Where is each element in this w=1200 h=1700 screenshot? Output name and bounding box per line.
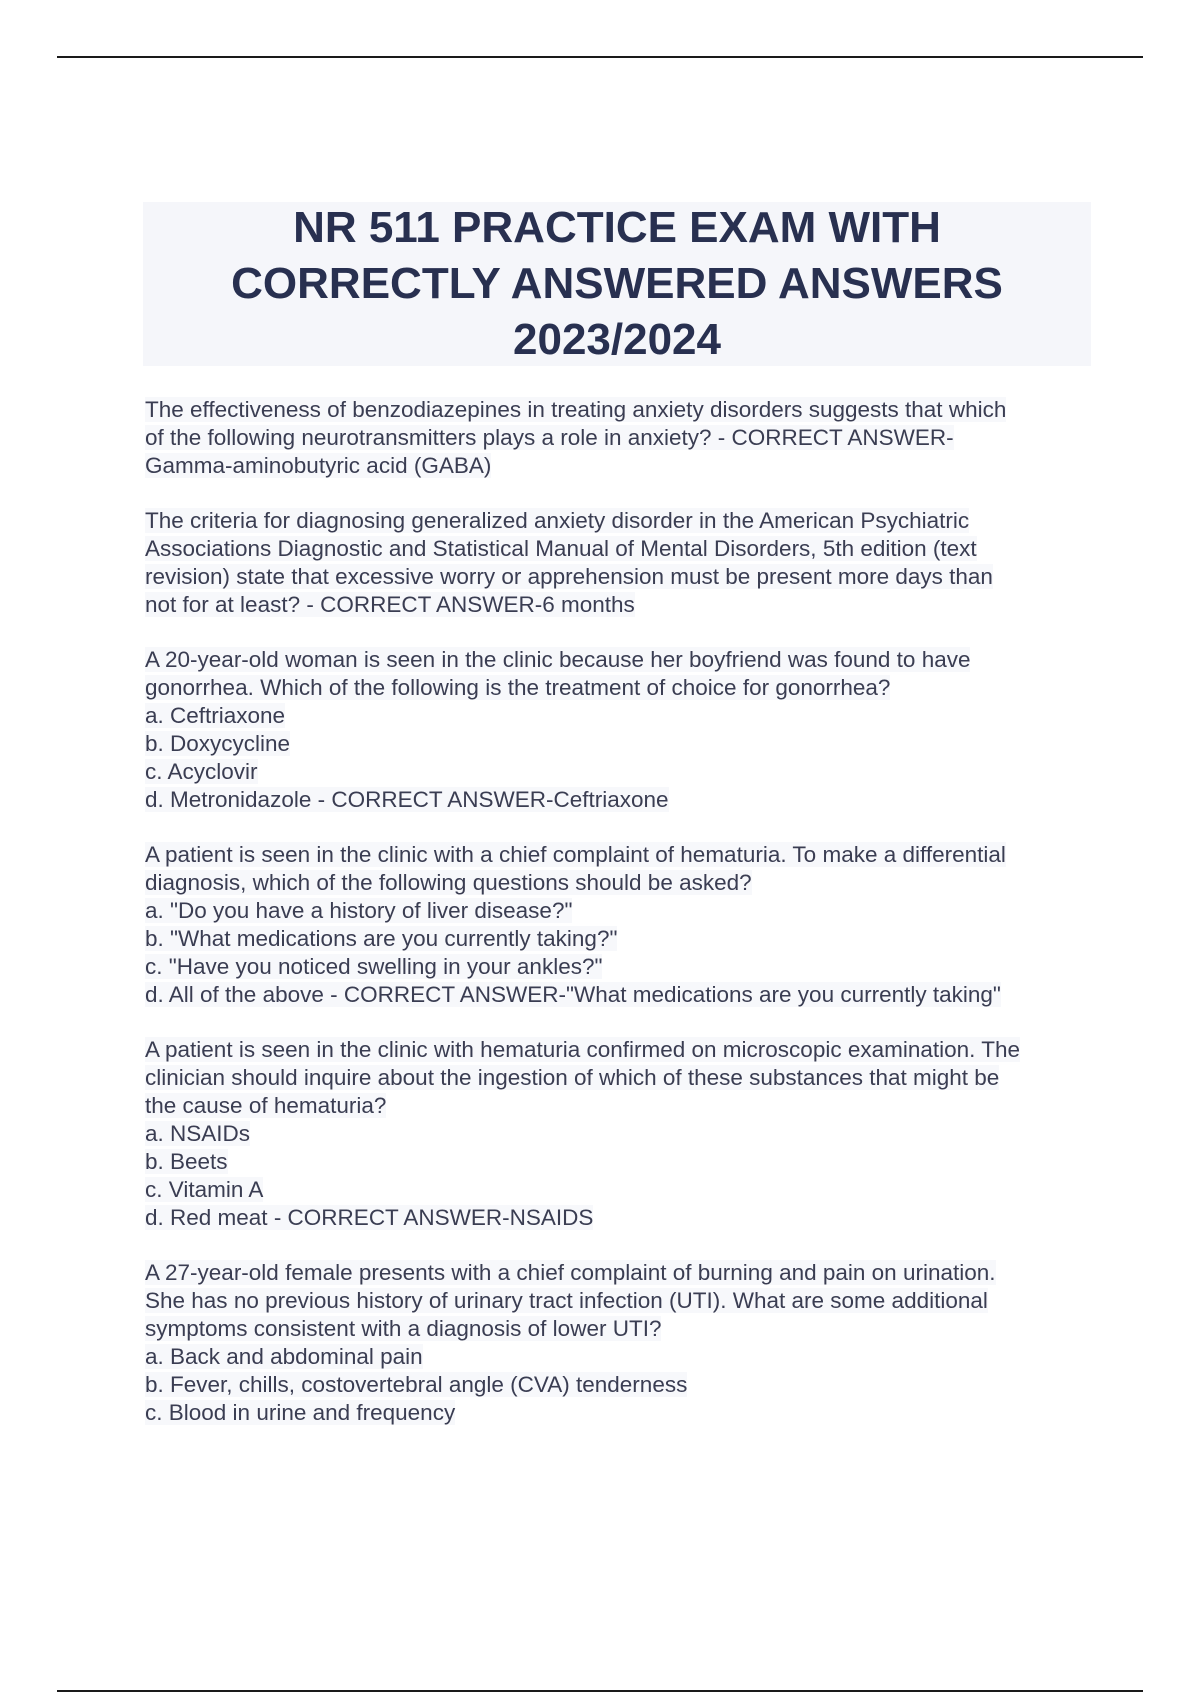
option-d-answer: d. All of the above - CORRECT ANSWER-"What medications are you currently taking": [145, 982, 1001, 1007]
option-c: c. Vitamin A: [145, 1177, 264, 1202]
question-text: symptoms consistent with a diagnosis of lower UTI?: [145, 1316, 662, 1341]
option-a: a. NSAIDs: [145, 1121, 251, 1146]
question-text: of the following neurotransmitters plays a role in anxiety? - CORRECT ANSWER-: [145, 425, 954, 450]
question-block: [145, 507, 1105, 619]
question-block: [145, 396, 1105, 480]
question-text: A 27-year-old female presents with a chief complaint of burning and pain on urination.: [145, 1260, 996, 1285]
question-block: [145, 841, 1105, 1009]
option-b: b. "What medications are you currently taking?": [145, 926, 618, 951]
footer-rule: [57, 1690, 1143, 1692]
option-a: a. Ceftriaxone: [145, 703, 286, 728]
question-block: [145, 646, 1105, 814]
question-text: diagnosis, which of the following questions should be asked?: [145, 870, 752, 895]
question-text: She has no previous history of urinary tract infection (UTI). What are some additional: [145, 1288, 988, 1313]
question-text: gonorrhea. Which of the following is the treatment of choice for gonorrhea?: [145, 675, 891, 700]
option-b: b. Fever, chills, costovertebral angle (CVA) tenderness: [145, 1372, 688, 1397]
question-list: [145, 396, 1105, 1454]
title-line-3: 2023/2024: [513, 315, 721, 364]
question-block: [145, 1259, 1105, 1427]
option-c: c. Acyclovir: [145, 759, 258, 784]
question-text: Associations Diagnostic and Statistical Manual of Mental Disorders, 5th edition (text: [145, 536, 977, 561]
question-text: A patient is seen in the clinic with hematuria confirmed on microscopic examination. The: [145, 1037, 1021, 1062]
option-a: a. Back and abdominal pain: [145, 1344, 423, 1369]
question-text: The criteria for diagnosing generalized anxiety disorder in the American Psychiatric: [145, 508, 970, 533]
option-c: c. Blood in urine and frequency: [145, 1400, 456, 1425]
option-d-answer: d. Red meat - CORRECT ANSWER-NSAIDS: [145, 1205, 594, 1230]
option-b: b. Doxycycline: [145, 731, 291, 756]
option-b: b. Beets: [145, 1149, 228, 1174]
header-rule: [57, 56, 1143, 58]
question-text: A 20-year-old woman is seen in the clinic because her boyfriend was found to have: [145, 647, 971, 672]
title-line-1: NR 511 PRACTICE EXAM WITH: [293, 203, 941, 252]
answer-text: not for at least? - CORRECT ANSWER-6 months: [145, 592, 635, 617]
title-line-2: CORRECTLY ANSWERED ANSWERS: [231, 259, 1003, 308]
question-text: the cause of hematuria?: [145, 1093, 387, 1118]
question-text: revision) state that excessive worry or apprehension must be present more days than: [145, 564, 993, 589]
option-c: c. "Have you noticed swelling in your ankles?": [145, 954, 603, 979]
question-text: The effectiveness of benzodiazepines in treating anxiety disorders suggests that which: [145, 397, 1007, 422]
document-title: [143, 202, 1091, 366]
question-text: clinician should inquire about the ingestion of which of these substances that might be: [145, 1065, 1000, 1090]
option-d-answer: d. Metronidazole - CORRECT ANSWER-Ceftriaxone: [145, 787, 669, 812]
question-block: [145, 1036, 1105, 1232]
option-a: a. "Do you have a history of liver disease?": [145, 898, 573, 923]
question-text: A patient is seen in the clinic with a chief complaint of hematuria. To make a differential: [145, 842, 1006, 867]
answer-text: Gamma-aminobutyric acid (GABA): [145, 453, 492, 478]
